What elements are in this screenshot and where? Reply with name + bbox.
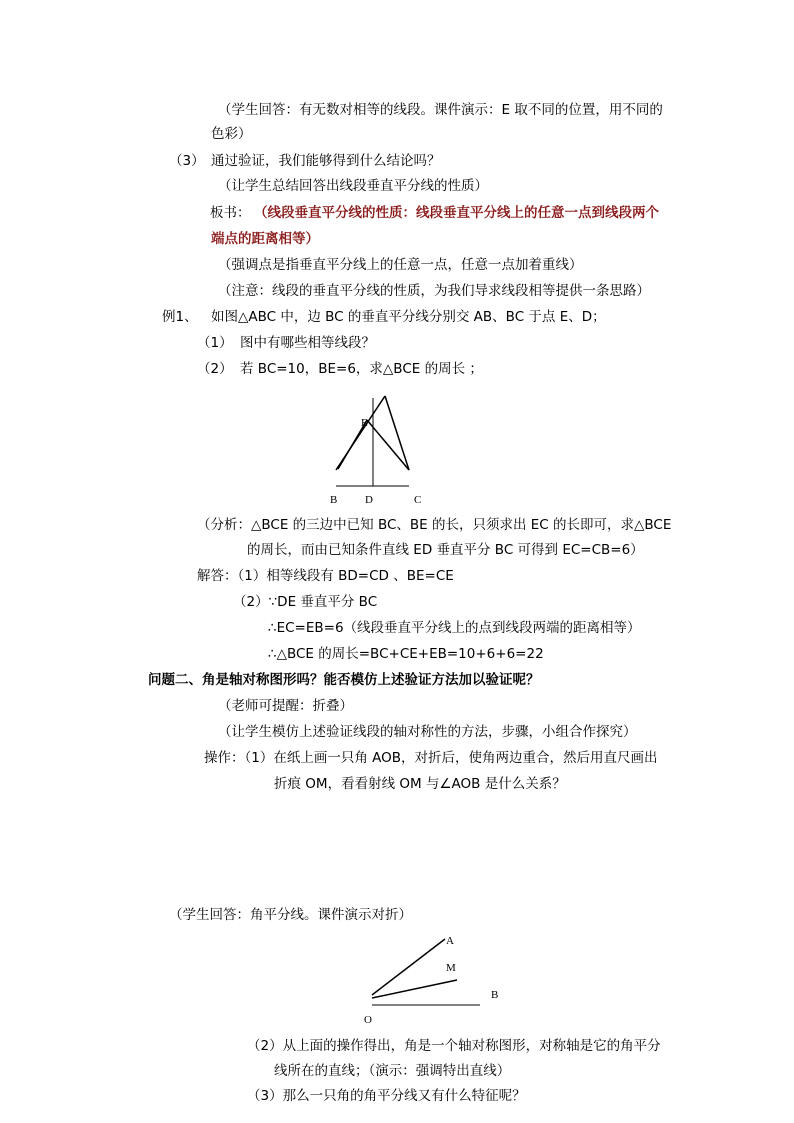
text-line: 的周长，而由已知条件直线 ED 垂直平分 BC 可得到 EC=CB=6） bbox=[247, 542, 644, 558]
point-label-o: O bbox=[364, 1014, 372, 1026]
text-line: （学生回答：有无数对相等的线段。课件演示：E 取不同的位置，用不同的 bbox=[218, 102, 663, 118]
text-line: 图中有哪些相等线段？ bbox=[240, 335, 375, 351]
board-label: 板书： bbox=[210, 205, 251, 221]
text-line: （学生回答：角平分线。课件演示对折） bbox=[169, 907, 412, 923]
text-line: （老师可提醒：折叠） bbox=[218, 698, 353, 714]
text-line: （3）那么一只角的角平分线又有什么特征呢？ bbox=[247, 1088, 526, 1104]
section-heading: 问题二、角是轴对称图形吗？能否模仿上述验证方法加以验证呢？ bbox=[148, 672, 540, 688]
text-line: ∴△BCE 的周长=BC+CE+EB=10+6+6=22 bbox=[268, 646, 544, 662]
text-line: （强调点是指垂直平分线上的任意一点，任意一点加着重线） bbox=[218, 257, 583, 273]
text-line: （2）从上面的操作得出，角是一个轴对称图形，对称轴是它的角平分 bbox=[247, 1038, 661, 1054]
text-line: （2）∵DE 垂直平分 BC bbox=[233, 594, 378, 610]
text-line: 通过验证，我们能够得到什么结论吗？ bbox=[211, 153, 441, 169]
list-number: （3） bbox=[169, 153, 205, 169]
point-label-a: A bbox=[446, 935, 454, 947]
text-line: 如图△ABC 中，边 BC 的垂直平分线分别交 AB、BC 于点 E、D； bbox=[211, 309, 606, 325]
point-label-m: M bbox=[446, 962, 456, 974]
text-line: （分析：△BCE 的三边中已知 BC、BE 的长，只须求出 EC 的长即可，求△BCE bbox=[197, 517, 672, 533]
text-line: ∴EC=EB=6（线段垂直平分线上的点到线段两端的距离相等） bbox=[268, 620, 641, 636]
point-label-c: C bbox=[414, 494, 422, 506]
text-line: 色彩） bbox=[211, 126, 252, 142]
text-line: （让学生总结回答出线段垂直平分线的性质） bbox=[218, 178, 488, 194]
list-number: （1） bbox=[197, 335, 233, 351]
text-line: 解答：（1）相等线段有 BD=CD 、BE=CE bbox=[197, 568, 454, 584]
text-line: 操作：（1）在纸上画一只角 AOB，对折后，使角两边重合，然后用直尺画出 bbox=[204, 750, 658, 766]
example-label: 例1、 bbox=[162, 309, 198, 325]
point-label-b: B bbox=[491, 989, 499, 1001]
point-label-e: E bbox=[361, 417, 368, 429]
text-line: （让学生模仿上述验证线段的轴对称性的方法，步骤，小组合作探究） bbox=[218, 724, 637, 740]
text-line: 线所在的直线；（演示：强调特出直线） bbox=[274, 1063, 511, 1079]
text-line: 若 BC=10，BE=6，求△BCE 的周长 ； bbox=[240, 361, 483, 377]
point-label-b: B bbox=[330, 494, 338, 506]
board-text: （线段垂直平分线的性质：线段垂直平分线上的任意一点到线段两个 bbox=[254, 205, 659, 221]
board-text: 端点的距离相等） bbox=[211, 231, 319, 247]
text-line: （注意：线段的垂直平分线的性质，为我们导求线段相等提供一条思路） bbox=[218, 283, 650, 299]
point-label-d: D bbox=[365, 494, 373, 506]
text-line: 折痕 OM，看看射线 OM 与∠AOB 是什么关系？ bbox=[274, 776, 566, 792]
list-number: （2） bbox=[197, 361, 233, 377]
